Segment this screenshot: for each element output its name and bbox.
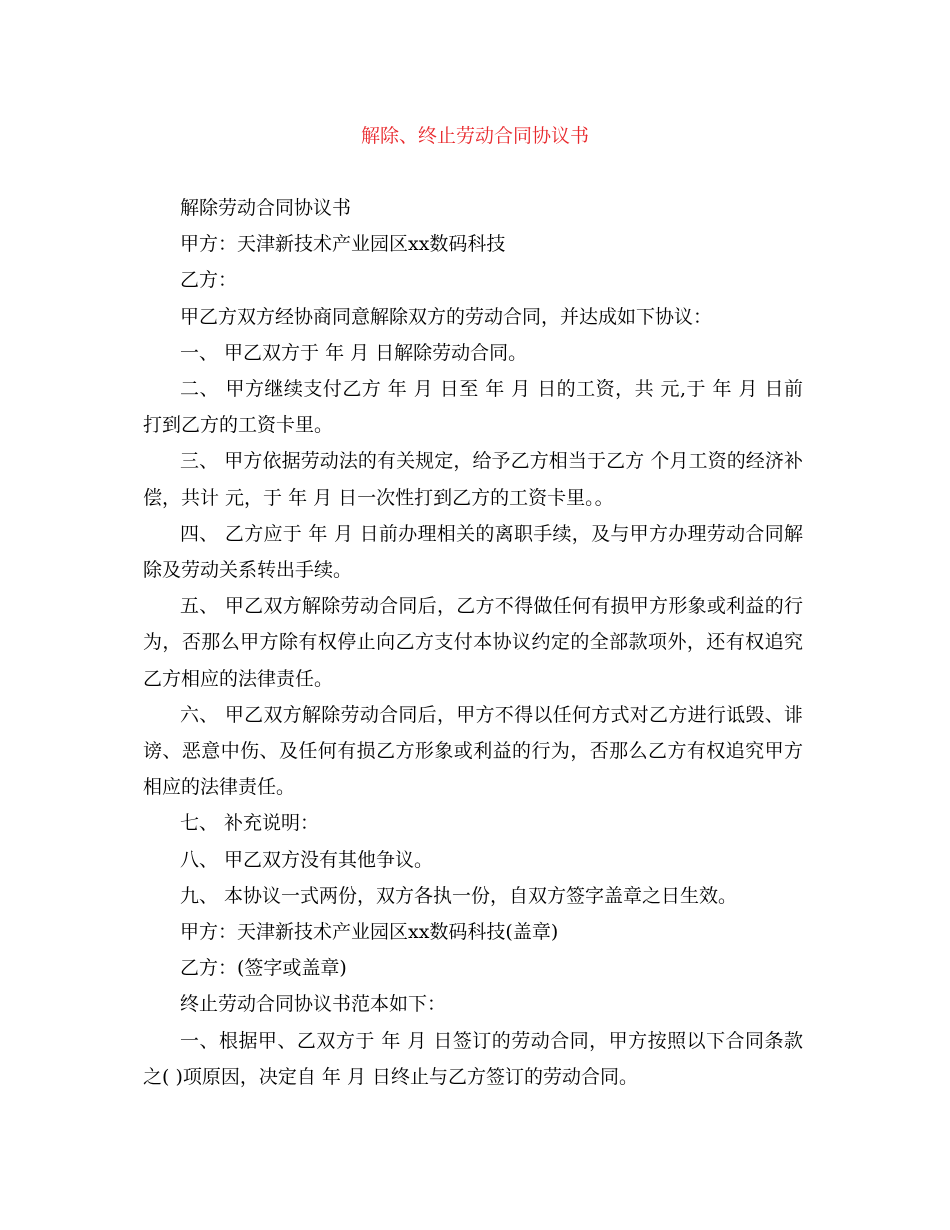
clause-3: 三、 甲方依据劳动法的有关规定，给予乙方相当于乙方 个月工资的经济补偿，共计 元，于 年 月 日一次性打到乙方的工资卡里。。: [143, 450, 803, 509]
paragraph-party-b: 乙方：: [180, 269, 238, 292]
paragraph-template-intro: 终止劳动合同协议书范本如下：: [180, 993, 447, 1016]
document-title: 解除、终止劳动合同协议书: [360, 125, 589, 147]
clause-9: 九、 本协议一式两份，双方各执一份，自双方签字盖章之日生效。: [180, 884, 738, 907]
clause-5: 五、 甲乙双方解除劳动合同后，乙方不得做任何有损甲方形象或利益的行为，否那么甲方除有权停止向乙方支付本协议约定的全部款项外，还有权追究乙方相应的法律责任。: [143, 595, 803, 690]
clause-6: 六、 甲乙双方解除劳动合同后，甲方不得以任何方式对乙方进行诋毁、诽谤、恶意中伤、及任何有损乙方形象或利益的行为，否那么乙方有权追究甲方相应的法律责任。: [143, 703, 803, 799]
termination-clause-1: 一、根据甲、乙双方于 年 月 日签订的劳动合同，甲方按照以下合同条款之( )项原因，决定自 年 月 日终止与乙方签订的劳动合同。: [143, 1029, 803, 1088]
clause-2: 二、 甲方继续支付乙方 年 月 日至 年 月 日的工资，共 元,于 年 月 日前打到乙方的工资卡里。: [143, 378, 803, 437]
clause-8: 八、 甲乙双方没有其他争议。: [180, 848, 434, 871]
signature-party-a: 甲方：天津新技术产业园区xx数码科技(盖章): [180, 921, 559, 944]
paragraph-heading: 解除劳动合同协议书: [180, 197, 352, 219]
paragraph-preamble: 甲乙方双方经协商同意解除双方的劳动合同，并达成如下协议：: [180, 305, 713, 328]
clause-7: 七、 补充说明：: [180, 812, 320, 835]
clause-1: 一、 甲乙双方于 年 月 日解除劳动合同。: [180, 341, 528, 364]
signature-party-b: 乙方：(签字或盖章): [180, 957, 347, 980]
clause-4: 四、 乙方应于 年 月 日前办理相关的离职手续，及与甲方办理劳动合同解除及劳动关系转出手续。: [143, 522, 803, 582]
paragraph-party-a: 甲方：天津新技术产业园区xx数码科技: [180, 233, 506, 256]
document-body: [143, 190, 803, 1095]
